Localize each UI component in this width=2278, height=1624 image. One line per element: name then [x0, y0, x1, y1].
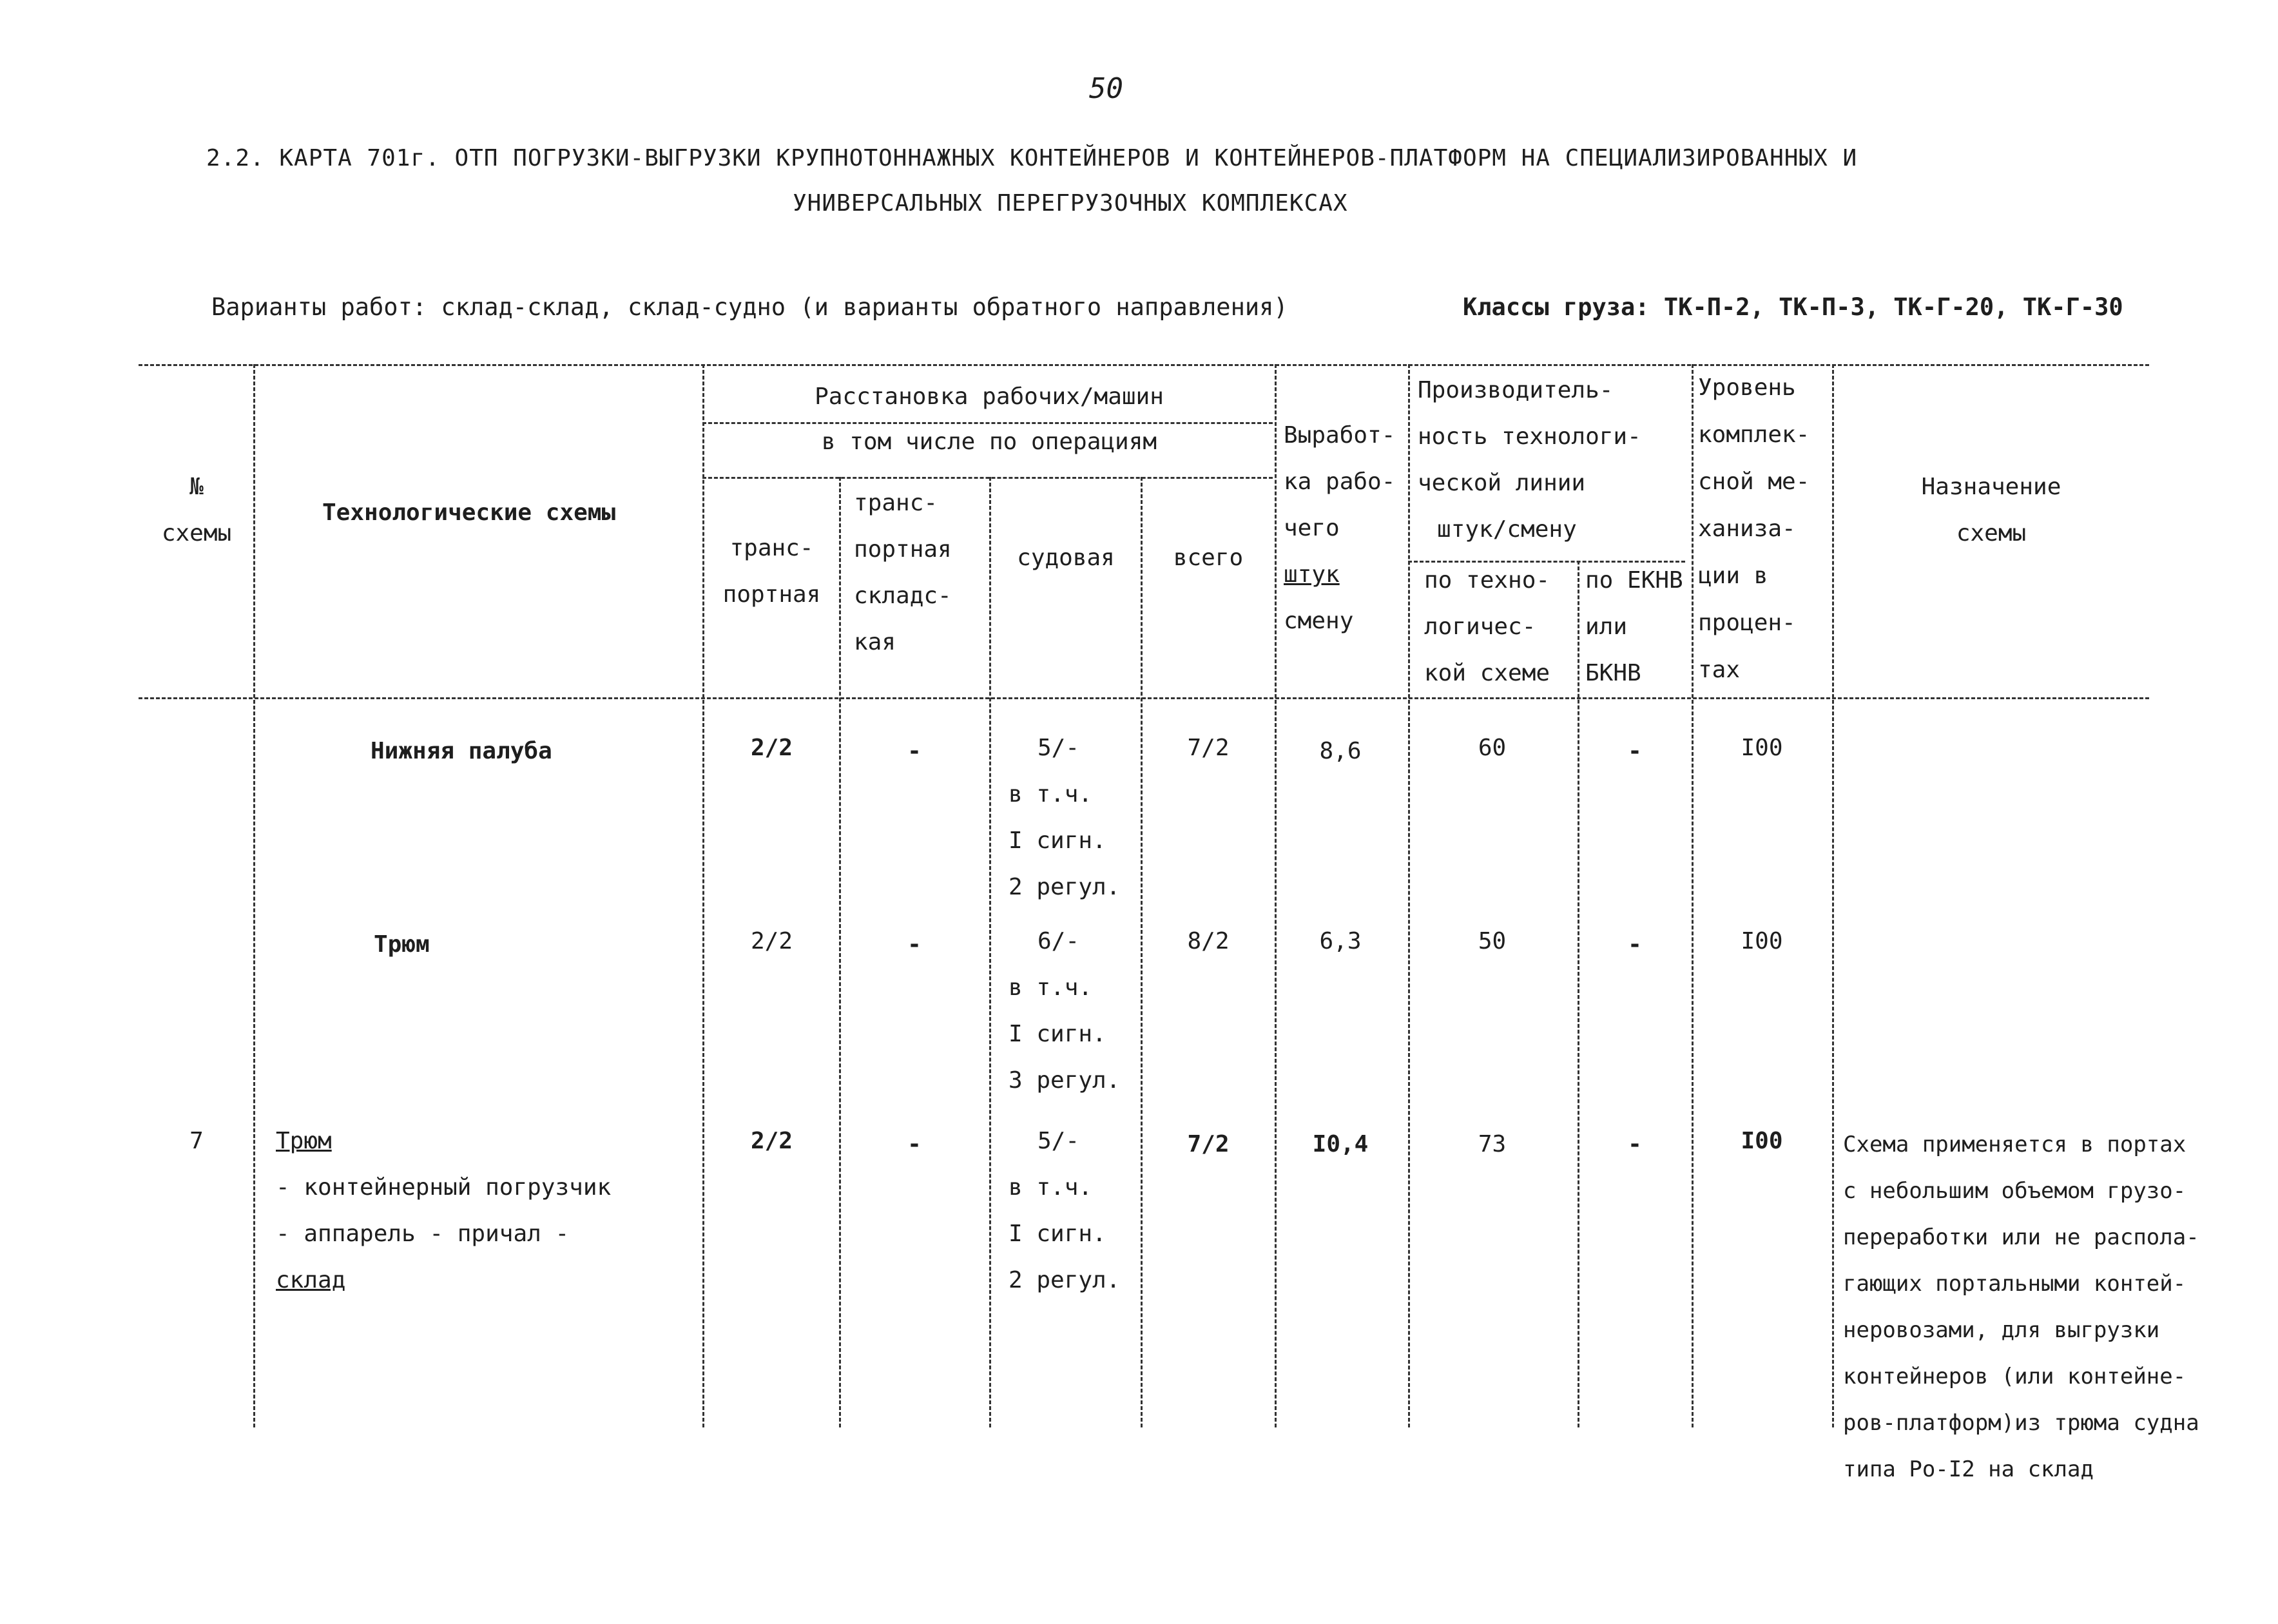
total-value: 7/2 [1187, 735, 1230, 761]
header-placement: Расстановка рабочих/машин [815, 383, 1164, 410]
col-line-1 [253, 364, 255, 1427]
header-by-ekhv: по ЕКНВ или БКНВ [1585, 567, 1683, 686]
mechanization-value: I00 [1741, 928, 1783, 954]
table-top-border [139, 364, 2149, 366]
work-variants: Варианты работ: склад-склад, склад-судно (и варианты обратного направления) [211, 293, 1288, 321]
col-line-7 [1408, 364, 1410, 1427]
total-value: 7/2 [1187, 1131, 1230, 1157]
header-purpose: Назначение схемы [1921, 474, 2061, 546]
header-transport: транс- портная [722, 535, 821, 608]
transport-warehouse-value: - [907, 1131, 922, 1157]
mechanization-value: I00 [1741, 735, 1783, 761]
header-mechanization: Уровень комплек- сной ме- ханиза- ции в процен- тах [1698, 374, 1810, 683]
scheme-name: Трюм - контейнерный погрузчик - аппарель - причал - склад [276, 1128, 612, 1293]
scheme-name: Трюм [374, 931, 430, 958]
by-tech-value: 73 [1478, 1131, 1507, 1157]
cargo-classes: Классы груза: ТК-П-2, ТК-П-3, ТК-Г-20, ТК-Г-30 [1463, 293, 2123, 321]
scheme-purpose: Схема применяется в портах с небольшим объемом грузо- переработки или не распола- гающих портальными контей- нерoвозами, для выгрузки контейнеров (или контейне- ров-платформ)из трюма судна типа Ро-I2 на склад [1843, 1132, 2199, 1482]
output-value: 8,6 [1319, 738, 1362, 764]
scheme-name: Нижняя палуба [371, 738, 552, 764]
page-title-continued: УНИВЕРСАЛЬНЫХ ПЕРЕГРУЗОЧНЫХ КОМПЛЕКСАХ [793, 190, 1348, 217]
header-scheme-no: № схемы [161, 474, 232, 546]
scheme-number: 7 [189, 1128, 204, 1154]
total-value: 8/2 [1187, 928, 1230, 954]
transport-value: 2/2 [750, 1128, 793, 1154]
header-productivity: Производитель- ность технологи- ческой линии штук/смену [1418, 377, 1641, 543]
col-line-4 [989, 477, 991, 1427]
col-line-2 [702, 364, 704, 1427]
header-by-operations: в том числе по операциям [821, 429, 1157, 455]
header-output: Выработ- ка рабо- чего штук смену [1284, 422, 1396, 634]
ship-value: 5/- в т.ч. I сигн. 2 регул. [1009, 1128, 1121, 1293]
by-ekhv-value: - [1628, 1131, 1642, 1157]
col-line-9 [1692, 364, 1694, 1427]
transport-warehouse-value: - [907, 931, 922, 958]
output-value: 6,3 [1319, 928, 1362, 954]
page-title: 2.2. КАРТА 701г. ОТП ПОГРУЗКИ-ВЫГРУЗКИ КРУПНОТОННАЖНЫХ КОНТЕЙНЕРОВ И КОНТЕЙНЕРОВ-ПЛАТФОРМ НА СПЕЦИАЛИЗИРОВАННЫХ И [206, 145, 1858, 171]
header-total: всего [1173, 545, 1244, 571]
header-tech-schemes: Технологические схемы [322, 499, 616, 526]
col-line-5 [1141, 477, 1143, 1427]
page-number: 50 [1089, 72, 1123, 105]
by-ekhv-value: - [1628, 931, 1642, 958]
transport-value: 2/2 [750, 928, 793, 954]
mechanization-value: I00 [1741, 1128, 1783, 1154]
col-line-8 [1578, 561, 1579, 1427]
col-line-6 [1275, 364, 1277, 1427]
ship-value: 6/- в т.ч. I сигн. 3 регул. [1009, 928, 1121, 1094]
transport-value: 2/2 [750, 735, 793, 761]
ship-value: 5/- в т.ч. I сигн. 2 регул. [1009, 735, 1121, 900]
header-by-tech-scheme: по техно- логичес- кой схеме [1424, 567, 1550, 686]
header-bottom-border [139, 697, 2149, 699]
col-line-10 [1832, 364, 1834, 1427]
operations-underline [702, 477, 1273, 479]
header-transport-warehouse: транс- портная складс- кая [854, 490, 952, 655]
transport-warehouse-value: - [907, 738, 922, 764]
output-value: I0,4 [1312, 1131, 1369, 1157]
by-tech-value: 60 [1478, 735, 1507, 761]
by-ekhv-value: - [1628, 738, 1642, 764]
by-tech-value: 50 [1478, 928, 1507, 954]
header-ship: судовая [1017, 545, 1115, 571]
